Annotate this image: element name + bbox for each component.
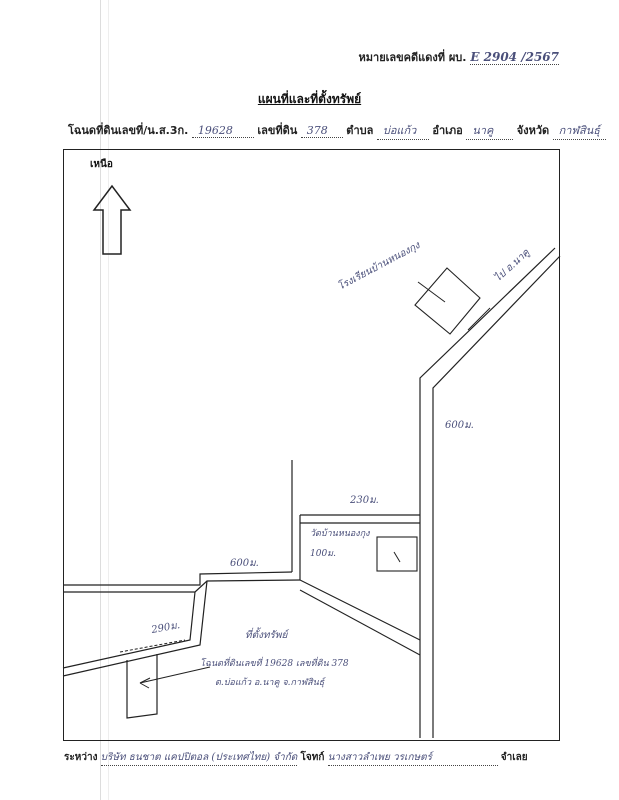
main-road-north-edge [433, 256, 560, 720]
school-label: โรงเรียนบ้านหนองกุง [336, 240, 422, 293]
property-label: ที่ตั้งทรัพย์ [245, 630, 288, 641]
land-number-label: เลขที่ดิน [257, 124, 298, 137]
subdistrict-label: ตำบล [346, 124, 374, 137]
plaintiff-role-label: โจทก์ [300, 752, 325, 763]
case-number-label: หมายเลขคดีแดงที่ ผบ. [358, 51, 467, 64]
distance-100: 100ม. [310, 549, 336, 559]
page-title: แผนที่และที่ตั้งทรัพย์ [257, 92, 362, 106]
deed-number-label: โฉนดที่ดินเลขที่/น.ส.3ก. [68, 124, 189, 137]
plaintiff-name: บริษัท ธนชาต แคปปิตอล (ประเทศไทย) จำกัด [101, 750, 298, 766]
deed-number-value: 19628 [192, 124, 254, 138]
property-location-note: ต.บ่อแก้ว อ.นาคู จ.กาฬสินธุ์ [215, 678, 325, 688]
road-arrow [468, 308, 490, 330]
district-label: อำเภอ [432, 124, 463, 137]
main-road-north [420, 248, 555, 720]
district-value: นาคู [466, 121, 513, 140]
west-road-600-edge [63, 580, 300, 592]
distance-600-left: 600ม. [230, 558, 259, 569]
defendant-role-label: จำเลย [500, 752, 528, 763]
property-deed-note: โฉนดที่ดินเลขที่ 19628 เลขที่ดิน 378 [200, 659, 349, 669]
north-arrow-icon [94, 186, 130, 254]
case-number-value: E 2904 /2567 [470, 50, 559, 64]
north-label: เหนือ [90, 159, 113, 170]
distance-230: 230ม. [350, 495, 379, 506]
subdistrict-value: บ่อแก้ว [377, 121, 429, 140]
school-pointer [418, 282, 445, 302]
temple-label: วัดบ้านหนองกุง [310, 529, 370, 539]
property-parcel [127, 654, 157, 718]
school-building [415, 268, 480, 334]
distance-600-right: 600ม. [445, 420, 474, 431]
property-pointer [140, 667, 210, 683]
between-label: ระหว่าง [64, 752, 98, 763]
province-value: กาฬสินธุ์ [553, 121, 606, 140]
defendant-name: นางสาวลำเพย วรเกษตร์ [328, 750, 498, 766]
temple-building [377, 537, 417, 571]
west-road-600 [63, 572, 292, 585]
south-road-290-edge [63, 581, 207, 676]
province-label: จังหวัด [516, 124, 550, 137]
land-number-value: 378 [301, 124, 343, 138]
road-direction-label: ไป อ.นาคู [492, 247, 532, 285]
distance-290: 290ม. [150, 620, 181, 636]
parties-line [64, 750, 528, 766]
